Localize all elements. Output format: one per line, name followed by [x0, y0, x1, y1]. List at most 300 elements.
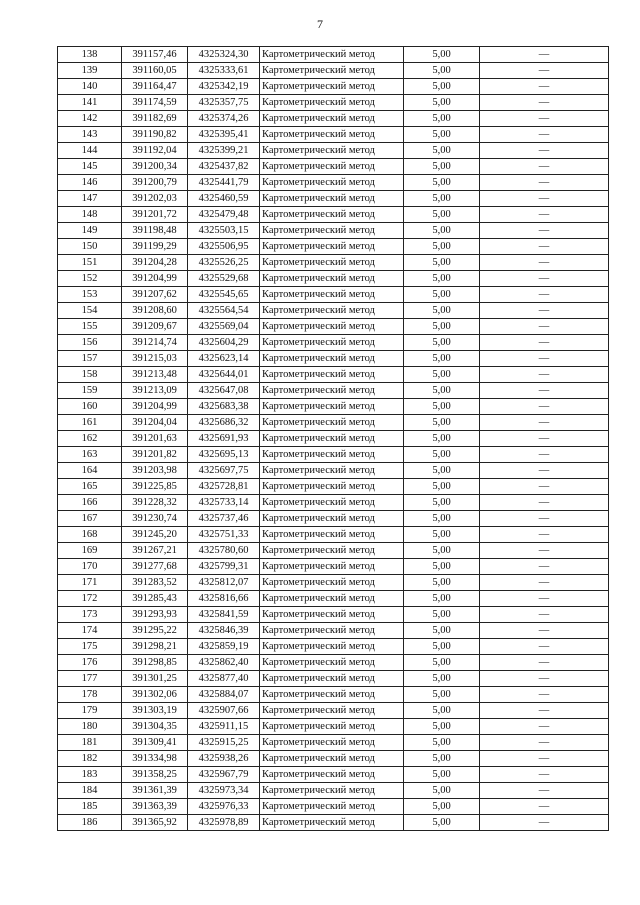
y-coordinate-cell: 4325816,66: [188, 591, 260, 607]
description-cell: —: [480, 63, 609, 79]
method-cell: Картометрический метод: [260, 415, 404, 431]
method-cell: Картометрический метод: [260, 255, 404, 271]
method-cell: Картометрический метод: [260, 687, 404, 703]
description-cell: —: [480, 543, 609, 559]
y-coordinate-cell: 4325686,32: [188, 415, 260, 431]
description-cell: —: [480, 287, 609, 303]
table-row: [58, 431, 609, 447]
table-row: [58, 303, 609, 319]
accuracy-cell: 5,00: [404, 207, 480, 223]
point-number-cell: 177: [58, 671, 122, 687]
x-coordinate-cell: 391213,09: [122, 383, 188, 399]
y-coordinate-cell: 4325683,38: [188, 399, 260, 415]
y-coordinate-cell: 4325644,01: [188, 367, 260, 383]
x-coordinate-cell: 391198,48: [122, 223, 188, 239]
table-row: [58, 783, 609, 799]
accuracy-cell: 5,00: [404, 399, 480, 415]
table-row: [58, 639, 609, 655]
method-cell: Картометрический метод: [260, 703, 404, 719]
table-row: [58, 415, 609, 431]
method-cell: Картометрический метод: [260, 287, 404, 303]
y-coordinate-cell: 4325647,08: [188, 383, 260, 399]
method-cell: Картометрический метод: [260, 463, 404, 479]
method-cell: Картометрический метод: [260, 447, 404, 463]
method-cell: Картометрический метод: [260, 223, 404, 239]
point-number-cell: 155: [58, 319, 122, 335]
accuracy-cell: 5,00: [404, 271, 480, 287]
description-cell: —: [480, 271, 609, 287]
table-row: [58, 559, 609, 575]
point-number-cell: 169: [58, 543, 122, 559]
table-row: [58, 47, 609, 63]
method-cell: Картометрический метод: [260, 111, 404, 127]
accuracy-cell: 5,00: [404, 543, 480, 559]
table-row: [58, 767, 609, 783]
accuracy-cell: 5,00: [404, 783, 480, 799]
y-coordinate-cell: 4325564,54: [188, 303, 260, 319]
x-coordinate-cell: 391245,20: [122, 527, 188, 543]
x-coordinate-cell: 391302,06: [122, 687, 188, 703]
table-row: [58, 239, 609, 255]
table-row: [58, 815, 609, 831]
method-cell: Картометрический метод: [260, 63, 404, 79]
x-coordinate-cell: 391361,39: [122, 783, 188, 799]
description-cell: —: [480, 159, 609, 175]
table-row: [58, 607, 609, 623]
point-number-cell: 152: [58, 271, 122, 287]
table-row: [58, 799, 609, 815]
accuracy-cell: 5,00: [404, 143, 480, 159]
y-coordinate-cell: 4325862,40: [188, 655, 260, 671]
point-number-cell: 147: [58, 191, 122, 207]
method-cell: Картометрический метод: [260, 271, 404, 287]
point-number-cell: 164: [58, 463, 122, 479]
x-coordinate-cell: 391295,22: [122, 623, 188, 639]
point-number-cell: 160: [58, 399, 122, 415]
x-coordinate-cell: 391293,93: [122, 607, 188, 623]
method-cell: Картометрический метод: [260, 671, 404, 687]
y-coordinate-cell: 4325877,40: [188, 671, 260, 687]
y-coordinate-cell: 4325529,68: [188, 271, 260, 287]
coordinates-table-body: [58, 47, 609, 831]
description-cell: —: [480, 239, 609, 255]
point-number-cell: 138: [58, 47, 122, 63]
x-coordinate-cell: 391201,72: [122, 207, 188, 223]
y-coordinate-cell: 4325399,21: [188, 143, 260, 159]
y-coordinate-cell: 4325915,25: [188, 735, 260, 751]
y-coordinate-cell: 4325978,89: [188, 815, 260, 831]
method-cell: Картометрический метод: [260, 351, 404, 367]
accuracy-cell: 5,00: [404, 159, 480, 175]
method-cell: Картометрический метод: [260, 143, 404, 159]
y-coordinate-cell: 4325733,14: [188, 495, 260, 511]
description-cell: —: [480, 431, 609, 447]
y-coordinate-cell: 4325907,66: [188, 703, 260, 719]
table-row: [58, 175, 609, 191]
x-coordinate-cell: 391304,35: [122, 719, 188, 735]
description-cell: —: [480, 719, 609, 735]
y-coordinate-cell: 4325333,61: [188, 63, 260, 79]
accuracy-cell: 5,00: [404, 559, 480, 575]
description-cell: —: [480, 111, 609, 127]
point-number-cell: 178: [58, 687, 122, 703]
point-number-cell: 182: [58, 751, 122, 767]
table-row: [58, 127, 609, 143]
table-row: [58, 271, 609, 287]
accuracy-cell: 5,00: [404, 799, 480, 815]
method-cell: Картометрический метод: [260, 655, 404, 671]
accuracy-cell: 5,00: [404, 415, 480, 431]
y-coordinate-cell: 4325569,04: [188, 319, 260, 335]
table-row: [58, 367, 609, 383]
description-cell: —: [480, 447, 609, 463]
method-cell: Картометрический метод: [260, 639, 404, 655]
table-row: [58, 719, 609, 735]
y-coordinate-cell: 4325526,25: [188, 255, 260, 271]
description-cell: —: [480, 399, 609, 415]
description-cell: —: [480, 255, 609, 271]
table-row: [58, 63, 609, 79]
point-number-cell: 149: [58, 223, 122, 239]
x-coordinate-cell: 391209,67: [122, 319, 188, 335]
table-row: [58, 479, 609, 495]
point-number-cell: 183: [58, 767, 122, 783]
method-cell: Картометрический метод: [260, 543, 404, 559]
x-coordinate-cell: 391213,48: [122, 367, 188, 383]
y-coordinate-cell: 4325938,26: [188, 751, 260, 767]
y-coordinate-cell: 4325911,15: [188, 719, 260, 735]
method-cell: Картометрический метод: [260, 751, 404, 767]
x-coordinate-cell: 391207,62: [122, 287, 188, 303]
x-coordinate-cell: 391190,82: [122, 127, 188, 143]
x-coordinate-cell: 391192,04: [122, 143, 188, 159]
accuracy-cell: 5,00: [404, 751, 480, 767]
method-cell: Картометрический метод: [260, 479, 404, 495]
y-coordinate-cell: 4325812,07: [188, 575, 260, 591]
x-coordinate-cell: 391201,82: [122, 447, 188, 463]
description-cell: —: [480, 479, 609, 495]
y-coordinate-cell: 4325728,81: [188, 479, 260, 495]
description-cell: —: [480, 207, 609, 223]
accuracy-cell: 5,00: [404, 463, 480, 479]
x-coordinate-cell: 391230,74: [122, 511, 188, 527]
accuracy-cell: 5,00: [404, 815, 480, 831]
point-number-cell: 146: [58, 175, 122, 191]
point-number-cell: 170: [58, 559, 122, 575]
accuracy-cell: 5,00: [404, 479, 480, 495]
accuracy-cell: 5,00: [404, 111, 480, 127]
y-coordinate-cell: 4325884,07: [188, 687, 260, 703]
point-number-cell: 184: [58, 783, 122, 799]
table-row: [58, 495, 609, 511]
accuracy-cell: 5,00: [404, 303, 480, 319]
table-row: [58, 383, 609, 399]
coordinates-table: [57, 46, 609, 831]
table-row: [58, 191, 609, 207]
table-row: [58, 623, 609, 639]
method-cell: Картометрический метод: [260, 127, 404, 143]
y-coordinate-cell: 4325973,34: [188, 783, 260, 799]
accuracy-cell: 5,00: [404, 255, 480, 271]
point-number-cell: 156: [58, 335, 122, 351]
method-cell: Картометрический метод: [260, 511, 404, 527]
description-cell: —: [480, 495, 609, 511]
table-row: [58, 591, 609, 607]
description-cell: —: [480, 623, 609, 639]
method-cell: Картометрический метод: [260, 767, 404, 783]
y-coordinate-cell: 4325967,79: [188, 767, 260, 783]
description-cell: —: [480, 735, 609, 751]
x-coordinate-cell: 391202,03: [122, 191, 188, 207]
description-cell: —: [480, 575, 609, 591]
description-cell: —: [480, 639, 609, 655]
description-cell: —: [480, 687, 609, 703]
x-coordinate-cell: 391160,05: [122, 63, 188, 79]
y-coordinate-cell: 4325395,41: [188, 127, 260, 143]
table-row: [58, 207, 609, 223]
description-cell: —: [480, 607, 609, 623]
y-coordinate-cell: 4325691,93: [188, 431, 260, 447]
y-coordinate-cell: 4325503,15: [188, 223, 260, 239]
x-coordinate-cell: 391301,25: [122, 671, 188, 687]
description-cell: —: [480, 191, 609, 207]
x-coordinate-cell: 391298,85: [122, 655, 188, 671]
accuracy-cell: 5,00: [404, 335, 480, 351]
table-row: [58, 687, 609, 703]
accuracy-cell: 5,00: [404, 495, 480, 511]
table-row: [58, 319, 609, 335]
point-number-cell: 179: [58, 703, 122, 719]
point-number-cell: 162: [58, 431, 122, 447]
method-cell: Картометрический метод: [260, 303, 404, 319]
description-cell: —: [480, 527, 609, 543]
x-coordinate-cell: 391200,34: [122, 159, 188, 175]
table-row: [58, 255, 609, 271]
table-row: [58, 159, 609, 175]
method-cell: Картометрический метод: [260, 623, 404, 639]
accuracy-cell: 5,00: [404, 719, 480, 735]
accuracy-cell: 5,00: [404, 575, 480, 591]
x-coordinate-cell: 391200,79: [122, 175, 188, 191]
table-row: [58, 287, 609, 303]
table-row: [58, 95, 609, 111]
description-cell: —: [480, 47, 609, 63]
method-cell: Картометрический метод: [260, 383, 404, 399]
point-number-cell: 176: [58, 655, 122, 671]
point-number-cell: 151: [58, 255, 122, 271]
method-cell: Картометрический метод: [260, 319, 404, 335]
accuracy-cell: 5,00: [404, 687, 480, 703]
y-coordinate-cell: 4325859,19: [188, 639, 260, 655]
accuracy-cell: 5,00: [404, 351, 480, 367]
y-coordinate-cell: 4325357,75: [188, 95, 260, 111]
accuracy-cell: 5,00: [404, 591, 480, 607]
y-coordinate-cell: 4325841,59: [188, 607, 260, 623]
description-cell: —: [480, 815, 609, 831]
point-number-cell: 140: [58, 79, 122, 95]
point-number-cell: 180: [58, 719, 122, 735]
y-coordinate-cell: 4325324,30: [188, 47, 260, 63]
table-row: [58, 655, 609, 671]
method-cell: Картометрический метод: [260, 591, 404, 607]
method-cell: Картометрический метод: [260, 239, 404, 255]
table-row: [58, 463, 609, 479]
y-coordinate-cell: 4325437,82: [188, 159, 260, 175]
point-number-cell: 141: [58, 95, 122, 111]
x-coordinate-cell: 391363,39: [122, 799, 188, 815]
accuracy-cell: 5,00: [404, 223, 480, 239]
table-row: [58, 447, 609, 463]
description-cell: —: [480, 655, 609, 671]
y-coordinate-cell: 4325441,79: [188, 175, 260, 191]
x-coordinate-cell: 391228,32: [122, 495, 188, 511]
accuracy-cell: 5,00: [404, 319, 480, 335]
table-row: [58, 223, 609, 239]
table-row: [58, 703, 609, 719]
table-row: [58, 543, 609, 559]
table-row: [58, 143, 609, 159]
description-cell: —: [480, 559, 609, 575]
description-cell: —: [480, 367, 609, 383]
accuracy-cell: 5,00: [404, 383, 480, 399]
method-cell: Картометрический метод: [260, 783, 404, 799]
y-coordinate-cell: 4325460,59: [188, 191, 260, 207]
point-number-cell: 150: [58, 239, 122, 255]
y-coordinate-cell: 4325374,26: [188, 111, 260, 127]
x-coordinate-cell: 391204,99: [122, 399, 188, 415]
method-cell: Картометрический метод: [260, 799, 404, 815]
point-number-cell: 174: [58, 623, 122, 639]
description-cell: —: [480, 303, 609, 319]
accuracy-cell: 5,00: [404, 671, 480, 687]
description-cell: —: [480, 703, 609, 719]
y-coordinate-cell: 4325506,95: [188, 239, 260, 255]
point-number-cell: 175: [58, 639, 122, 655]
y-coordinate-cell: 4325751,33: [188, 527, 260, 543]
x-coordinate-cell: 391334,98: [122, 751, 188, 767]
accuracy-cell: 5,00: [404, 703, 480, 719]
point-number-cell: 166: [58, 495, 122, 511]
accuracy-cell: 5,00: [404, 95, 480, 111]
point-number-cell: 159: [58, 383, 122, 399]
method-cell: Картометрический метод: [260, 719, 404, 735]
y-coordinate-cell: 4325479,48: [188, 207, 260, 223]
accuracy-cell: 5,00: [404, 767, 480, 783]
accuracy-cell: 5,00: [404, 239, 480, 255]
description-cell: —: [480, 319, 609, 335]
x-coordinate-cell: 391204,99: [122, 271, 188, 287]
accuracy-cell: 5,00: [404, 47, 480, 63]
x-coordinate-cell: 391358,25: [122, 767, 188, 783]
method-cell: Картометрический метод: [260, 527, 404, 543]
accuracy-cell: 5,00: [404, 527, 480, 543]
accuracy-cell: 5,00: [404, 639, 480, 655]
point-number-cell: 157: [58, 351, 122, 367]
table-row: [58, 351, 609, 367]
x-coordinate-cell: 391309,41: [122, 735, 188, 751]
description-cell: —: [480, 511, 609, 527]
x-coordinate-cell: 391285,43: [122, 591, 188, 607]
accuracy-cell: 5,00: [404, 127, 480, 143]
method-cell: Картометрический метод: [260, 95, 404, 111]
description-cell: —: [480, 767, 609, 783]
table-row: [58, 527, 609, 543]
description-cell: —: [480, 95, 609, 111]
description-cell: —: [480, 799, 609, 815]
point-number-cell: 139: [58, 63, 122, 79]
method-cell: Картометрический метод: [260, 367, 404, 383]
description-cell: —: [480, 463, 609, 479]
description-cell: —: [480, 783, 609, 799]
description-cell: —: [480, 383, 609, 399]
method-cell: Картометрический метод: [260, 735, 404, 751]
table-row: [58, 575, 609, 591]
method-cell: Картометрический метод: [260, 47, 404, 63]
x-coordinate-cell: 391365,92: [122, 815, 188, 831]
x-coordinate-cell: 391277,68: [122, 559, 188, 575]
table-row: [58, 111, 609, 127]
method-cell: Картометрический метод: [260, 175, 404, 191]
point-number-cell: 173: [58, 607, 122, 623]
y-coordinate-cell: 4325846,39: [188, 623, 260, 639]
method-cell: Картометрический метод: [260, 79, 404, 95]
x-coordinate-cell: 391204,28: [122, 255, 188, 271]
method-cell: Картометрический метод: [260, 607, 404, 623]
point-number-cell: 154: [58, 303, 122, 319]
x-coordinate-cell: 391199,29: [122, 239, 188, 255]
method-cell: Картометрический метод: [260, 191, 404, 207]
point-number-cell: 171: [58, 575, 122, 591]
method-cell: Картометрический метод: [260, 335, 404, 351]
accuracy-cell: 5,00: [404, 63, 480, 79]
description-cell: —: [480, 671, 609, 687]
description-cell: —: [480, 335, 609, 351]
table-row: [58, 735, 609, 751]
table-row: [58, 79, 609, 95]
y-coordinate-cell: 4325604,29: [188, 335, 260, 351]
point-number-cell: 168: [58, 527, 122, 543]
method-cell: Картометрический метод: [260, 495, 404, 511]
y-coordinate-cell: 4325697,75: [188, 463, 260, 479]
accuracy-cell: 5,00: [404, 735, 480, 751]
point-number-cell: 167: [58, 511, 122, 527]
point-number-cell: 143: [58, 127, 122, 143]
y-coordinate-cell: 4325623,14: [188, 351, 260, 367]
method-cell: Картометрический метод: [260, 207, 404, 223]
accuracy-cell: 5,00: [404, 447, 480, 463]
y-coordinate-cell: 4325976,33: [188, 799, 260, 815]
point-number-cell: 142: [58, 111, 122, 127]
point-number-cell: 185: [58, 799, 122, 815]
page-number: 7: [317, 17, 323, 31]
accuracy-cell: 5,00: [404, 191, 480, 207]
y-coordinate-cell: 4325799,31: [188, 559, 260, 575]
accuracy-cell: 5,00: [404, 623, 480, 639]
method-cell: Картометрический метод: [260, 399, 404, 415]
description-cell: —: [480, 127, 609, 143]
table-row: [58, 399, 609, 415]
description-cell: —: [480, 751, 609, 767]
y-coordinate-cell: 4325780,60: [188, 543, 260, 559]
point-number-cell: 153: [58, 287, 122, 303]
x-coordinate-cell: 391303,19: [122, 703, 188, 719]
point-number-cell: 172: [58, 591, 122, 607]
accuracy-cell: 5,00: [404, 511, 480, 527]
accuracy-cell: 5,00: [404, 175, 480, 191]
point-number-cell: 145: [58, 159, 122, 175]
method-cell: Картометрический метод: [260, 815, 404, 831]
x-coordinate-cell: 391225,85: [122, 479, 188, 495]
